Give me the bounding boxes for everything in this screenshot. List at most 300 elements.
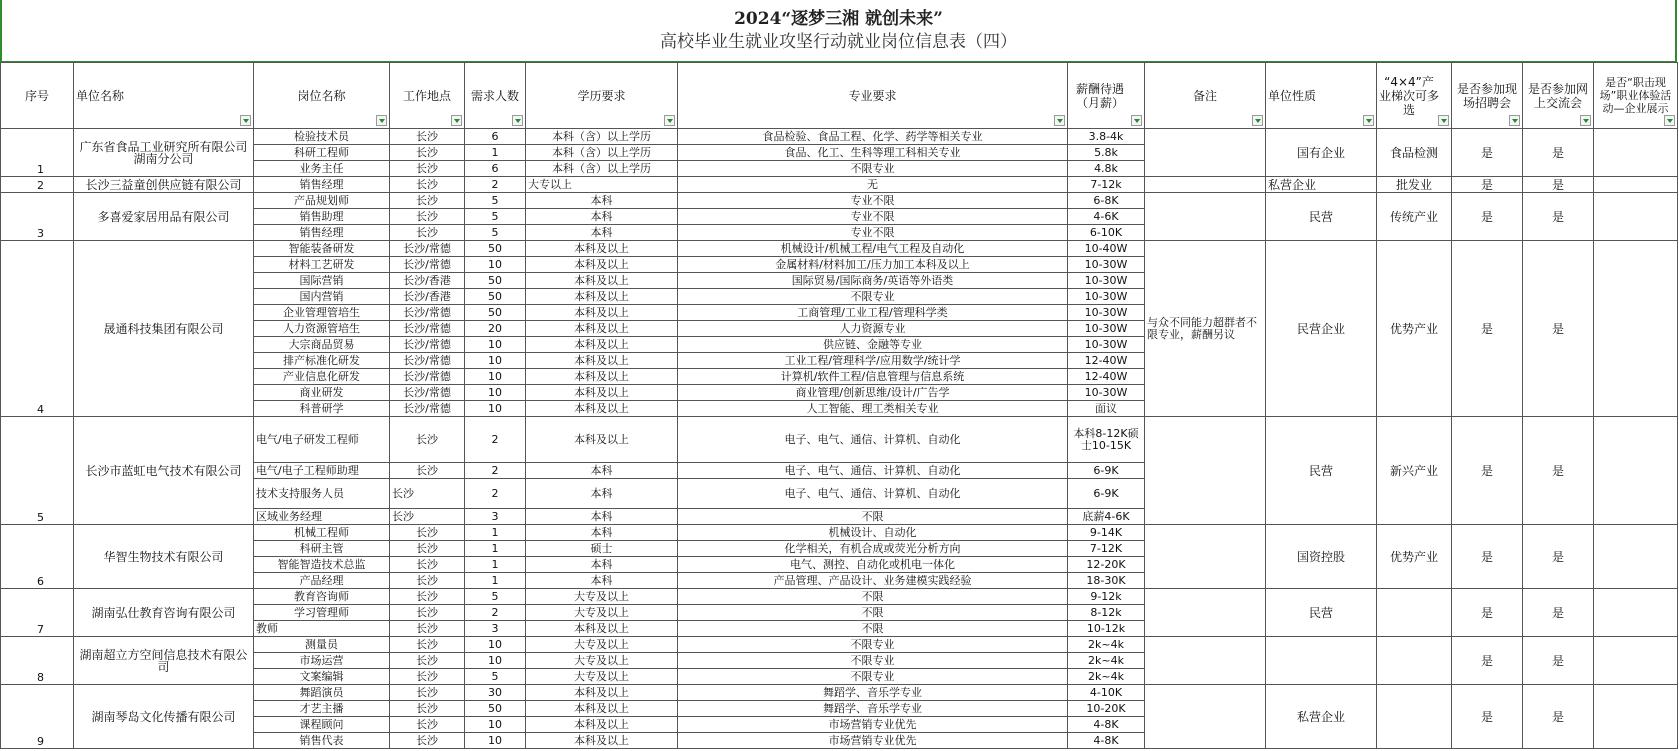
filter-dropdown-icon[interactable] (451, 115, 462, 126)
major-requirement: 不限专业 (678, 161, 1068, 177)
online-session-flag: 是 (1523, 525, 1594, 589)
education-requirement: 本科 (526, 525, 678, 541)
work-location: 长沙 (390, 653, 465, 669)
headcount: 10 (465, 733, 526, 749)
online-session-flag: 是 (1523, 685, 1594, 749)
headcount: 1 (465, 145, 526, 161)
major-requirement: 国际贸易/国际商务/英语等外语类 (678, 273, 1068, 289)
col-note: 备注 (1145, 63, 1266, 129)
salary: 9-14K (1068, 525, 1145, 541)
salary: 12-40W (1068, 369, 1145, 385)
filter-dropdown-icon[interactable] (1363, 115, 1374, 126)
position-name: 舞蹈演员 (254, 685, 390, 701)
major-requirement: 产品管理、产品设计、业务建模实践经验 (678, 573, 1068, 589)
experience-activity-flag (1594, 193, 1678, 241)
major-requirement: 电子、电气、通信、计算机、自动化 (678, 463, 1068, 479)
onsite-fair-flag: 是 (1452, 589, 1523, 637)
education-requirement: 本科及以上 (526, 337, 678, 353)
education-requirement: 本科 (526, 509, 678, 525)
salary: 本科8-12K硕士10-15K (1068, 417, 1145, 463)
major-requirement: 市场营销专业优先 (678, 733, 1068, 749)
education-requirement: 本科及以上 (526, 733, 678, 749)
salary: 6-10K (1068, 225, 1145, 241)
headcount: 5 (465, 193, 526, 209)
industry-tier: 传统产业 (1377, 193, 1452, 241)
major-requirement: 不限 (678, 509, 1068, 525)
salary: 7-12k (1068, 177, 1145, 193)
headcount: 6 (465, 161, 526, 177)
work-location: 长沙 (390, 717, 465, 733)
position-name: 文案编辑 (254, 669, 390, 685)
work-location: 长沙/常德 (390, 305, 465, 321)
filter-dropdown-icon[interactable] (512, 115, 523, 126)
company-nature: 民营 (1266, 417, 1377, 525)
major-requirement: 不限专业 (678, 637, 1068, 653)
salary: 18-30K (1068, 573, 1145, 589)
education-requirement: 本科及以上 (526, 273, 678, 289)
major-requirement: 不限专业 (678, 669, 1068, 685)
headcount: 10 (465, 637, 526, 653)
education-requirement: 本科及以上 (526, 621, 678, 637)
major-requirement: 不限专业 (678, 289, 1068, 305)
col-company: 单位名称 (74, 63, 254, 129)
experience-activity-flag (1594, 241, 1678, 417)
position-name: 市场运营 (254, 653, 390, 669)
salary: 10-40W (1068, 241, 1145, 257)
headcount: 5 (465, 209, 526, 225)
major-requirement: 不限 (678, 621, 1068, 637)
position-name: 课程顾问 (254, 717, 390, 733)
work-location: 长沙/常德 (390, 241, 465, 257)
major-requirement: 食品检验、食品工程、化学、药学等相关专业 (678, 129, 1068, 145)
position-name: 产品经理 (254, 573, 390, 589)
filter-dropdown-icon[interactable] (1131, 115, 1142, 126)
work-location: 长沙 (390, 209, 465, 225)
note (1145, 637, 1266, 685)
position-name: 排产标准化研发 (254, 353, 390, 369)
company-name: 长沙三益童创供应链有限公司 (74, 177, 254, 193)
work-location: 长沙 (390, 225, 465, 241)
position-name: 销售经理 (254, 177, 390, 193)
work-location: 长沙 (390, 605, 465, 621)
education-requirement: 本科 (526, 557, 678, 573)
work-location: 长沙/常德 (390, 369, 465, 385)
salary: 2k~4k (1068, 669, 1145, 685)
filter-dropdown-icon[interactable] (240, 115, 251, 126)
sheet-title: 2024“逐梦三湘 就创未来” (734, 9, 943, 29)
major-requirement: 专业不限 (678, 209, 1068, 225)
col-salary: 薪酬待遇（月薪） (1068, 63, 1145, 129)
education-requirement: 本科 (526, 479, 678, 509)
job-table (0, 62, 1678, 749)
headcount: 2 (465, 605, 526, 621)
company-name: 湖南琴岛文化传播有限公司 (74, 685, 254, 749)
header-row (1, 63, 1678, 129)
salary: 10-30W (1068, 337, 1145, 353)
headcount: 5 (465, 669, 526, 685)
work-location: 长沙 (390, 589, 465, 605)
salary: 9-12k (1068, 589, 1145, 605)
position-name: 电气/电子工程师助理 (254, 463, 390, 479)
major-requirement: 食品、化工、生科等理工科相关专业 (678, 145, 1068, 161)
salary: 底薪4-6K (1068, 509, 1145, 525)
company-nature: 国有企业 (1266, 129, 1377, 177)
col-online: 是否参加网上交流会 (1523, 63, 1594, 129)
education-requirement: 本科及以上 (526, 353, 678, 369)
online-session-flag: 是 (1523, 193, 1594, 241)
salary: 6-8K (1068, 193, 1145, 209)
major-requirement: 电气、测控、自动化或机电一体化 (678, 557, 1068, 573)
position-name: 产品规划师 (254, 193, 390, 209)
education-requirement: 本科及以上 (526, 417, 678, 463)
position-name: 机械工程师 (254, 525, 390, 541)
company-name: 湖南弘仕教育咨询有限公司 (74, 589, 254, 637)
work-location: 长沙 (390, 557, 465, 573)
experience-activity-flag (1594, 525, 1678, 589)
table-row (1, 525, 1678, 541)
col-seq: 序号 (1, 63, 74, 129)
company-nature: 国资控股 (1266, 525, 1377, 589)
row-seq: 3 (1, 193, 74, 241)
col-experience: 是否“职击现场”职业体验活动—企业展示 (1594, 63, 1678, 129)
salary: 12-40W (1068, 353, 1145, 369)
company-name: 多喜爱家居用品有限公司 (74, 193, 254, 241)
major-requirement: 化学相关，有机合成或荧光分析方向 (678, 541, 1068, 557)
education-requirement: 本科及以上 (526, 257, 678, 273)
position-name: 科普研学 (254, 401, 390, 417)
work-location: 长沙 (390, 145, 465, 161)
position-name: 测量员 (254, 637, 390, 653)
work-location: 长沙/常德 (390, 337, 465, 353)
headcount: 50 (465, 273, 526, 289)
headcount: 50 (465, 289, 526, 305)
row-seq: 9 (1, 685, 74, 749)
major-requirement: 舞蹈学、音乐学专业 (678, 701, 1068, 717)
note (1145, 685, 1266, 749)
education-requirement: 本科 (526, 193, 678, 209)
company-nature: 私营企业 (1266, 685, 1377, 749)
major-requirement: 人工智能、理工类相关专业 (678, 401, 1068, 417)
col-position: 岗位名称 (254, 63, 390, 129)
industry-tier (1377, 637, 1452, 685)
position-name: 业务主任 (254, 161, 390, 177)
filter-dropdown-icon[interactable] (376, 115, 387, 126)
headcount: 10 (465, 353, 526, 369)
industry-tier: 批发业 (1377, 177, 1452, 193)
note: 与众不同能力超群者不限专业，薪酬另议 (1145, 241, 1266, 417)
major-requirement: 不限专业 (678, 653, 1068, 669)
sheet-title-frame (0, 0, 1677, 62)
table-row (1, 129, 1678, 145)
col-location: 工作地点 (390, 63, 465, 129)
salary: 4-8K (1068, 733, 1145, 749)
headcount: 50 (465, 701, 526, 717)
education-requirement: 本科及以上 (526, 369, 678, 385)
education-requirement: 大专以上 (526, 177, 678, 193)
work-location: 长沙 (390, 573, 465, 589)
table-row (1, 589, 1678, 605)
salary: 10-30W (1068, 305, 1145, 321)
experience-activity-flag (1594, 589, 1678, 637)
company-name: 华智生物技术有限公司 (74, 525, 254, 589)
industry-tier: 优势产业 (1377, 241, 1452, 417)
col-industry: “4×4”产业梯次可多选 (1377, 63, 1452, 129)
company-name: 湖南超立方空间信息技术有限公司 (74, 637, 254, 685)
position-name: 销售助理 (254, 209, 390, 225)
salary: 10-30W (1068, 289, 1145, 305)
work-location: 长沙 (390, 701, 465, 717)
industry-tier (1377, 685, 1452, 749)
onsite-fair-flag: 是 (1452, 193, 1523, 241)
work-location: 长沙 (390, 525, 465, 541)
headcount: 1 (465, 541, 526, 557)
position-name: 教育咨询师 (254, 589, 390, 605)
education-requirement: 本科 (526, 573, 678, 589)
major-requirement: 不限 (678, 605, 1068, 621)
headcount: 10 (465, 257, 526, 273)
filter-dropdown-icon[interactable] (1054, 115, 1065, 126)
headcount: 50 (465, 305, 526, 321)
table-row (1, 417, 1678, 463)
work-location: 长沙 (390, 177, 465, 193)
major-requirement: 人力资源专业 (678, 321, 1068, 337)
position-name: 科研工程师 (254, 145, 390, 161)
headcount: 2 (465, 177, 526, 193)
position-name: 销售经理 (254, 225, 390, 241)
salary: 10-30W (1068, 273, 1145, 289)
salary: 10-30W (1068, 385, 1145, 401)
major-requirement: 机械设计/机械工程/电气工程及自动化 (678, 241, 1068, 257)
position-name: 科研主管 (254, 541, 390, 557)
experience-activity-flag (1594, 417, 1678, 525)
major-requirement: 舞蹈学、音乐学专业 (678, 685, 1068, 701)
major-requirement: 工业工程/管理科学/应用数学/统计学 (678, 353, 1068, 369)
headcount: 5 (465, 225, 526, 241)
major-requirement: 机械设计、自动化 (678, 525, 1068, 541)
work-location: 长沙 (390, 621, 465, 637)
salary: 面议 (1068, 401, 1145, 417)
salary: 6-9K (1068, 479, 1145, 509)
experience-activity-flag (1594, 637, 1678, 685)
col-nature: 单位性质 (1266, 63, 1377, 129)
major-requirement: 工商管理/工业工程/管理科学类 (678, 305, 1068, 321)
position-name: 大宗商品贸易 (254, 337, 390, 353)
work-location: 长沙/常德 (390, 257, 465, 273)
filter-dropdown-icon[interactable] (664, 115, 675, 126)
salary: 4-8K (1068, 717, 1145, 733)
headcount: 10 (465, 385, 526, 401)
major-requirement: 电子、电气、通信、计算机、自动化 (678, 479, 1068, 509)
online-session-flag: 是 (1523, 177, 1594, 193)
work-location: 长沙 (390, 479, 465, 509)
salary: 4-6K (1068, 209, 1145, 225)
salary: 7-12K (1068, 541, 1145, 557)
position-name: 商业研发 (254, 385, 390, 401)
salary: 12-20K (1068, 557, 1145, 573)
education-requirement: 硕士 (526, 541, 678, 557)
company-nature: 民营 (1266, 193, 1377, 241)
onsite-fair-flag: 是 (1452, 637, 1523, 685)
sheet-subtitle: 高校毕业生就业攻坚行动就业岗位信息表（四） (660, 32, 1017, 52)
company-name: 长沙市蓝虹电气技术有限公司 (74, 417, 254, 525)
industry-tier: 优势产业 (1377, 525, 1452, 589)
position-name: 企业管理管培生 (254, 305, 390, 321)
work-location: 长沙 (390, 669, 465, 685)
major-requirement: 电子、电气、通信、计算机、自动化 (678, 417, 1068, 463)
headcount: 2 (465, 417, 526, 463)
headcount: 10 (465, 717, 526, 733)
position-name: 国际营销 (254, 273, 390, 289)
filter-dropdown-icon[interactable] (1664, 115, 1675, 126)
major-requirement: 专业不限 (678, 193, 1068, 209)
major-requirement: 供应链、金融等专业 (678, 337, 1068, 353)
headcount: 6 (465, 129, 526, 145)
online-session-flag: 是 (1523, 129, 1594, 177)
education-requirement: 本科及以上 (526, 401, 678, 417)
work-location: 长沙 (390, 463, 465, 479)
note (1145, 193, 1266, 241)
education-requirement: 本科及以上 (526, 717, 678, 733)
headcount: 20 (465, 321, 526, 337)
row-seq: 7 (1, 589, 74, 637)
headcount: 2 (465, 463, 526, 479)
headcount: 3 (465, 509, 526, 525)
education-requirement: 本科及以上 (526, 321, 678, 337)
position-name: 技术支持服务人员 (254, 479, 390, 509)
table-body (1, 129, 1678, 749)
position-name: 学习管理师 (254, 605, 390, 621)
position-name: 教师 (254, 621, 390, 637)
position-name: 智能智造技术总监 (254, 557, 390, 573)
education-requirement: 本科（含）以上学历 (526, 161, 678, 177)
salary: 6-9K (1068, 463, 1145, 479)
experience-activity-flag (1594, 129, 1678, 177)
headcount: 2 (465, 479, 526, 509)
online-session-flag: 是 (1523, 637, 1594, 685)
headcount: 10 (465, 653, 526, 669)
work-location: 长沙 (390, 161, 465, 177)
major-requirement: 计算机/软件工程/信息管理与信息系统 (678, 369, 1068, 385)
onsite-fair-flag: 是 (1452, 129, 1523, 177)
work-location: 长沙/常德 (390, 385, 465, 401)
work-location: 长沙 (390, 733, 465, 749)
salary: 4-10K (1068, 685, 1145, 701)
education-requirement: 本科 (526, 225, 678, 241)
online-session-flag: 是 (1523, 417, 1594, 525)
position-name: 材料工艺研发 (254, 257, 390, 273)
note (1145, 589, 1266, 637)
position-name: 产业信息化研发 (254, 369, 390, 385)
note (1145, 177, 1266, 193)
note (1145, 417, 1266, 525)
company-nature (1266, 637, 1377, 685)
position-name: 检验技术员 (254, 129, 390, 145)
table-row (1, 685, 1678, 701)
industry-tier: 新兴产业 (1377, 417, 1452, 525)
company-nature: 民营 (1266, 589, 1377, 637)
position-name: 国内营销 (254, 289, 390, 305)
work-location: 长沙/香港 (390, 289, 465, 305)
row-seq: 2 (1, 177, 74, 193)
position-name: 销售代表 (254, 733, 390, 749)
education-requirement: 本科及以上 (526, 685, 678, 701)
major-requirement: 专业不限 (678, 225, 1068, 241)
filter-dropdown-icon[interactable] (1509, 115, 1520, 126)
headcount: 10 (465, 369, 526, 385)
row-seq: 4 (1, 241, 74, 417)
position-name: 才艺主播 (254, 701, 390, 717)
onsite-fair-flag: 是 (1452, 685, 1523, 749)
major-requirement: 不限 (678, 589, 1068, 605)
filter-dropdown-icon[interactable] (1252, 115, 1263, 126)
education-requirement: 本科及以上 (526, 241, 678, 257)
col-edu: 学历要求 (526, 63, 678, 129)
headcount: 30 (465, 685, 526, 701)
salary: 2k~4k (1068, 653, 1145, 669)
position-name: 智能装备研发 (254, 241, 390, 257)
row-seq: 6 (1, 525, 74, 589)
headcount: 1 (465, 557, 526, 573)
salary: 10-30W (1068, 257, 1145, 273)
headcount: 50 (465, 241, 526, 257)
note (1145, 525, 1266, 589)
major-requirement: 金属材料/材料加工/压力加工本科及以上 (678, 257, 1068, 273)
headcount: 5 (465, 589, 526, 605)
education-requirement: 本科及以上 (526, 305, 678, 321)
online-session-flag: 是 (1523, 589, 1594, 637)
position-name: 人力资源管培生 (254, 321, 390, 337)
salary: 8-12k (1068, 605, 1145, 621)
education-requirement: 本科 (526, 463, 678, 479)
headcount: 10 (465, 401, 526, 417)
industry-tier (1377, 589, 1452, 637)
col-onsite: 是否参加现场招聘会 (1452, 63, 1523, 129)
table-row (1, 177, 1678, 193)
onsite-fair-flag: 是 (1452, 177, 1523, 193)
work-location: 长沙/常德 (390, 321, 465, 337)
education-requirement: 本科及以上 (526, 701, 678, 717)
position-name: 区域业务经理 (254, 509, 390, 525)
headcount: 1 (465, 525, 526, 541)
filter-dropdown-icon[interactable] (1438, 115, 1449, 126)
salary: 3.8-4k (1068, 129, 1145, 145)
work-location: 长沙 (390, 129, 465, 145)
major-requirement: 商业管理/创新思维/设计/广告学 (678, 385, 1068, 401)
table-row (1, 241, 1678, 257)
salary: 10-20K (1068, 701, 1145, 717)
salary: 10-12k (1068, 621, 1145, 637)
education-requirement: 本科（含）以上学历 (526, 129, 678, 145)
filter-dropdown-icon[interactable] (1580, 115, 1591, 126)
headcount: 3 (465, 621, 526, 637)
work-location: 长沙/香港 (390, 273, 465, 289)
education-requirement: 本科（含）以上学历 (526, 145, 678, 161)
salary: 10-30W (1068, 321, 1145, 337)
work-location: 长沙/常德 (390, 401, 465, 417)
education-requirement: 本科 (526, 209, 678, 225)
company-name: 晟通科技集团有限公司 (74, 241, 254, 417)
row-seq: 1 (1, 129, 74, 177)
education-requirement: 大专及以上 (526, 669, 678, 685)
table-row (1, 193, 1678, 209)
work-location: 长沙 (390, 509, 465, 525)
onsite-fair-flag: 是 (1452, 417, 1523, 525)
col-major: 专业要求 (678, 63, 1068, 129)
note (1145, 129, 1266, 177)
education-requirement: 大专及以上 (526, 653, 678, 669)
work-location: 长沙/常德 (390, 353, 465, 369)
work-location: 长沙 (390, 193, 465, 209)
